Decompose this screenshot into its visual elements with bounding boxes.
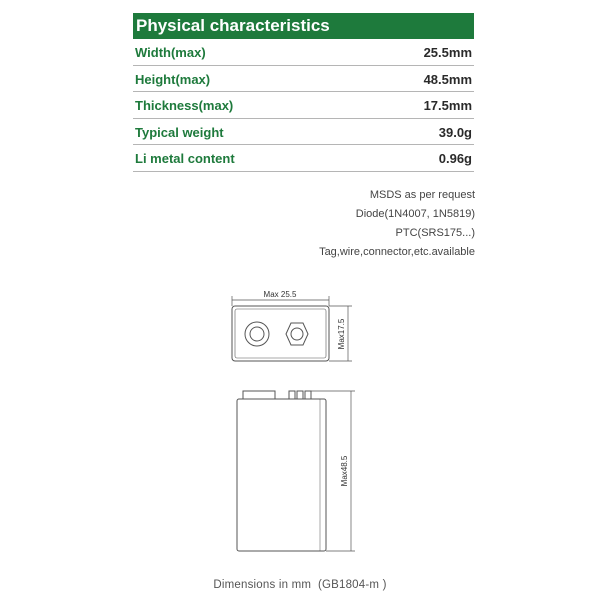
hex-terminal-inner bbox=[291, 328, 303, 340]
snap-terminal-right-a bbox=[289, 391, 295, 399]
front-view bbox=[237, 391, 326, 551]
row-value: 25.5mm bbox=[423, 45, 472, 60]
table-title: Physical characteristics bbox=[133, 13, 474, 39]
row-label: Typical weight bbox=[135, 124, 224, 140]
hex-terminal bbox=[286, 323, 308, 345]
row-label: Width(max) bbox=[135, 45, 206, 60]
note-ptc: PTC(SRS175...) bbox=[395, 227, 475, 239]
row-value: 39.0g bbox=[438, 124, 472, 140]
row-value: 17.5mm bbox=[423, 98, 472, 114]
snap-terminal-right-b bbox=[297, 391, 303, 399]
row-value: 0.96g bbox=[438, 151, 472, 167]
width-dimension-label: Max 25.5 bbox=[263, 290, 297, 299]
snap-terminal-left bbox=[243, 391, 275, 399]
row-label: Thickness(max) bbox=[135, 98, 234, 114]
thickness-dimension-label: Max17.5 bbox=[337, 318, 346, 350]
top-view bbox=[232, 306, 329, 361]
round-terminal bbox=[245, 322, 269, 346]
row-label: Height(max) bbox=[135, 71, 211, 87]
round-terminal-inner bbox=[250, 327, 264, 341]
battery-body bbox=[237, 399, 326, 551]
row-label: Li metal content bbox=[135, 151, 235, 167]
note-msds: MSDS as per request bbox=[369, 189, 475, 201]
note-diode: Diode(1N4007, 1N5819) bbox=[355, 208, 475, 220]
dimensions-caption: Dimensions in mm (GB1804-m ) bbox=[213, 579, 387, 591]
note-accessories: Tag,wire,connector,etc.available bbox=[319, 246, 475, 258]
snap-terminal-right-c bbox=[305, 391, 311, 399]
top-view-inner bbox=[235, 309, 326, 358]
height-dimension-label: Max48.5 bbox=[340, 455, 349, 487]
row-value: 48.5mm bbox=[423, 71, 472, 87]
top-view-outline bbox=[232, 306, 329, 361]
